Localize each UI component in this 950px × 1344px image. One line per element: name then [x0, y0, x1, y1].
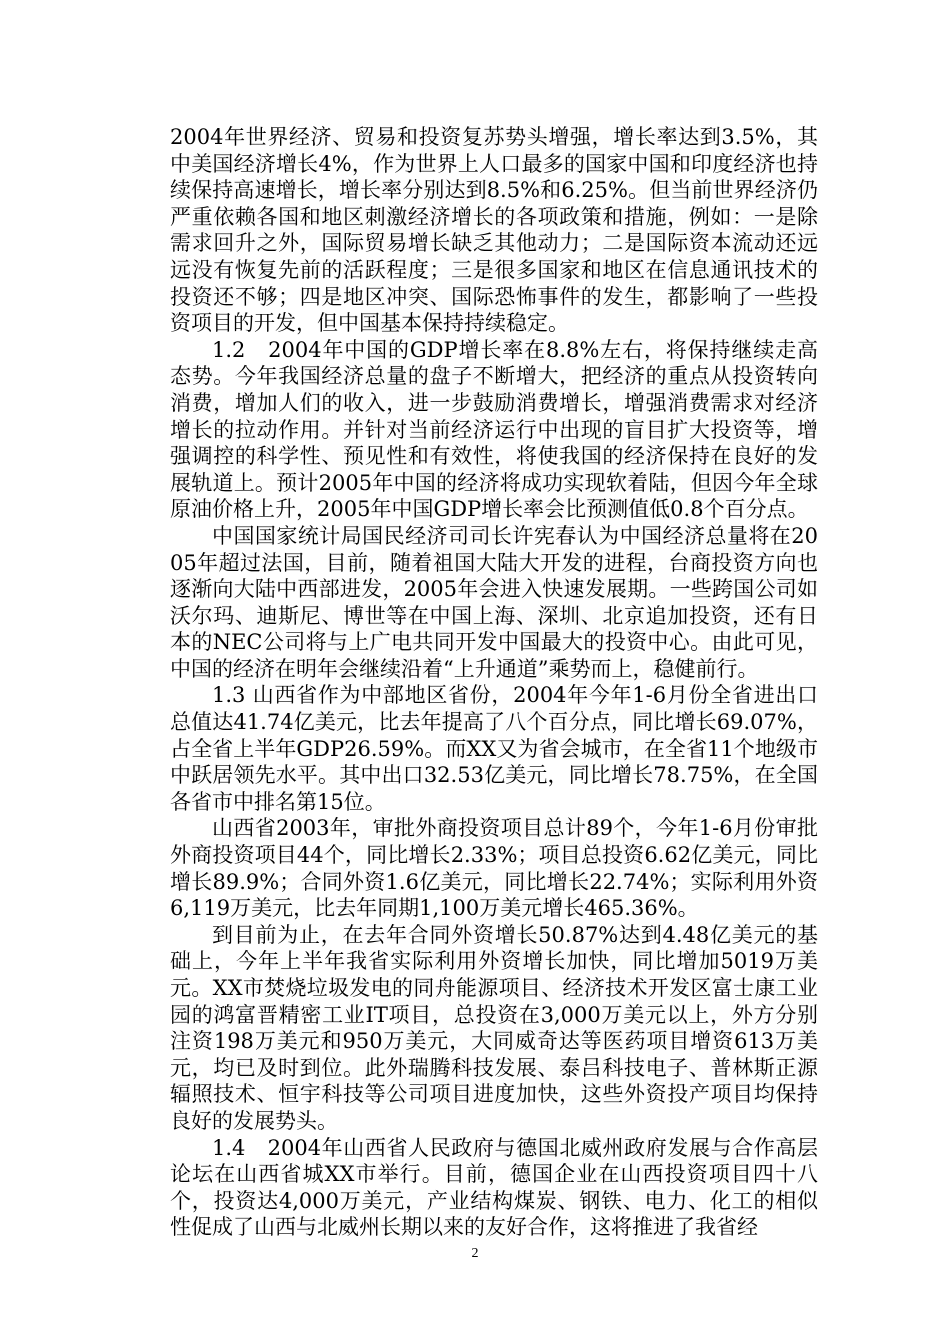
paragraph-shanxi-2003: 山西省2003年，审批外商投资项目总计89个，今年1-6月份审批外商投资项目44个，同比增长2.33%；项目总投资6.62亿美元，同比增长89.9%；合同外资1.6亿美元，同比增长22.74%；实际利用外资6,119万美元，比去年同期1,100万美元增长465.36%。: [170, 816, 818, 921]
paragraph-world-economy: 2004年世界经济、贸易和投资复苏势头增强，增长率达到3.5%，其中美国经济增长4%，作为世界上人口最多的国家中国和印度经济也持续保持高速增长，增长率分别达到8.5%和6.25%。但当前世界经济仍严重依赖各国和地区刺激经济增长的各项政策和措施，例如：一是除需求回升之外，国际贸易增长缺乏其他动力；二是国际资本流动还远远没有恢复先前的活跃程度；三是很多国家和地区在信息通讯技术的投资还不够；四是地区冲突、国际恐怖事件的发生，都影响了一些投资项目的开发，但中国基本保持持续稳定。: [170, 125, 818, 336]
page-number: 2: [471, 1246, 479, 1261]
paragraph-statistics-bureau: 中国国家统计局国民经济司司长许宪春认为中国经济总量将在2005年超过法国，目前，随着祖国大陆大开发的进程，台商投资方向也逐渐向大陆中西部进发，2005年会进入快速发展期。一些跨国公司如沃尔玛、迪斯尼、博世等在中国上海、深圳、北京追加投资，还有日本的NEC公司将与上广电共同开发中国最大的投资中心。由此可见，中国的经济在明年会继续沿着“上升通道”乘势而上，稳健前行。: [170, 523, 818, 681]
paragraph-section-1-4: 1.4 2004年山西省人民政府与德国北威州政府发展与合作高层论坛在山西省城XX市举行。目前，德国企业在山西投资项目四十八个，投资达4,000万美元，产业结构煤炭、钢铁、电力、化工的相似性促成了山西与北威州长期以来的友好合作，这将推进了我省经: [170, 1135, 818, 1240]
document-body: [170, 124, 818, 1241]
paragraph-foreign-investment: 到目前为止，在去年合同外资增长50.87%达到4.48亿美元的基础上，今年上半年我省实际利用外资增长加快，同比增加5019万美元。XX市焚烧垃圾发电的同舟能源项目、经济技术开发区富士康工业园的鸿富晋精密工业IT项目，总投资在3,000万美元以上，外方分别注资198万美元和950万美元，大同威奇达等医药项目增资613万美元，均已及时到位。此外瑞腾科技发展、泰吕科技电子、普林斯正源辐照技术、恒宇科技等公司项目进度加快，这些外资投产项目均保持良好的发展势头。: [170, 922, 818, 1133]
paragraph-section-1-3: 1.3 山西省作为中部地区省份，2004年今年1-6月份全省进出口总值达41.74亿美元，比去年提高了八个百分点，同比增长69.07%，占全省上半年GDP26.59%。而XX又为省会城市，在全省11个地级市中跃居领先水平。其中出口32.53亿美元，同比增长78.75%，在全国各省市中排名第15位。: [170, 683, 818, 814]
paragraph-section-1-2: 1.2 2004年中国的GDP增长率在8.8%左右，将保持继续走高态势。今年我国经济总量的盘子不断增大，把经济的重点从投资转向消费，增加人们的收入，进一步鼓励消费增长，增强消费需求对经济增长的拉动作用。并针对当前经济运行中出现的盲目扩大投资等，增强调控的科学性、预见性和有效性，将使我国的经济保持在良好的发展轨道上。预计2005年中国的经济将成功实现软着陆，但因今年全球原油价格上升，2005年中国GDP增长率会比预测值低0.8个百分点。: [170, 337, 818, 522]
